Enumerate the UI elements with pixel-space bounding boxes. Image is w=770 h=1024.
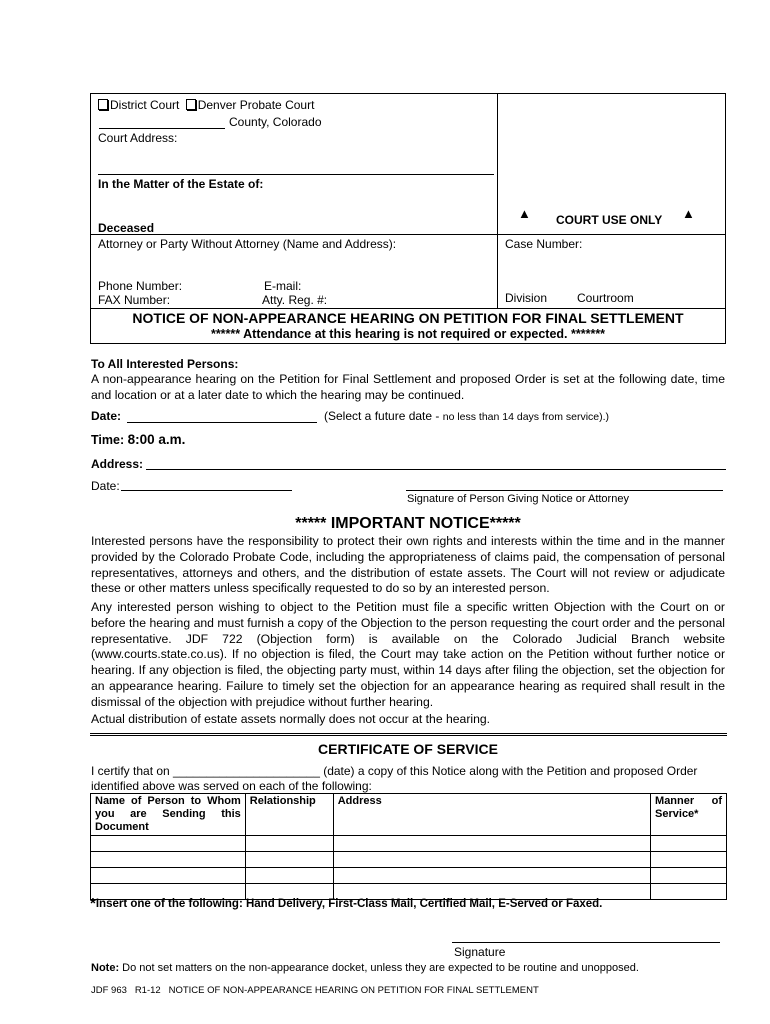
insert-note (90, 897, 602, 911)
certificate-signature-label: Signature (454, 945, 506, 959)
service-cell[interactable] (333, 852, 650, 868)
service-cell[interactable] (333, 868, 650, 884)
date-hint (324, 409, 609, 424)
sign-date-field[interactable] (121, 490, 292, 491)
column-header-name: Name of Person to Whom you are Sending this Document (91, 794, 246, 836)
caption-divider-attorney (90, 234, 726, 235)
note-text: Do not set matters on the non-appearance docket, unless they are expected to be routine and unopposed. (122, 962, 639, 974)
triangle-up-icon: ▲ (682, 206, 695, 221)
case-number-label: Case Number: (505, 237, 583, 251)
table-row[interactable] (91, 852, 727, 868)
atty-reg-label: Atty. Reg. #: (262, 293, 328, 307)
court-select-row (98, 98, 314, 112)
table-row[interactable] (91, 868, 727, 884)
date-hint-main: (Select a future date - (324, 409, 443, 423)
note-label: Note: (91, 962, 120, 974)
time-row (91, 432, 185, 448)
district-court-checkbox[interactable] (98, 99, 108, 110)
service-cell[interactable] (651, 836, 727, 852)
certificate-signature-line[interactable] (452, 942, 720, 943)
form-title: NOTICE OF NON-APPEARANCE HEARING ON PETITION FOR FINAL SETTLEMENT (132, 310, 684, 326)
phone-label: Phone Number: (98, 279, 183, 293)
service-cell[interactable] (91, 868, 246, 884)
column-header-relationship: Relationship (245, 794, 333, 836)
county-blank[interactable] (99, 128, 225, 129)
certify-line-1: I certify that on ______________________ (date) a copy of this Notice along with the Petition and proposed Order (91, 764, 698, 778)
division-label: Division (505, 291, 548, 305)
service-cell[interactable] (333, 836, 650, 852)
date-label: Date: (91, 409, 122, 423)
service-cell[interactable] (91, 852, 246, 868)
certificate-heading: CERTIFICATE OF SERVICE (318, 741, 498, 757)
certify-line-2: identified above was served on each of the following: (91, 779, 372, 793)
county-label: County, Colorado (229, 115, 322, 129)
caption-divider-vertical (497, 93, 498, 308)
district-court-label: District Court (110, 98, 180, 112)
column-header-manner: Manner of Service* (651, 794, 727, 836)
signature-line[interactable] (406, 490, 723, 491)
table-row[interactable] (91, 836, 727, 852)
form-footer: JDF 963 R1-12 NOTICE OF NON-APPEARANCE HEARING ON PETITION FOR FINAL SETTLEMENT (91, 985, 539, 996)
denver-probate-label: Denver Probate Court (197, 98, 315, 112)
service-table (90, 793, 727, 900)
important-paragraph-3: Actual distribution of estate assets normally does not occur at the hearing. (91, 712, 491, 726)
deceased-label: Deceased (98, 221, 155, 235)
service-cell[interactable] (245, 852, 333, 868)
service-cell[interactable] (651, 868, 727, 884)
service-table-header (91, 794, 727, 836)
court-address-label: Court Address: (98, 131, 178, 145)
hearing-date-field[interactable] (127, 422, 317, 423)
form-subtitle: ****** Attendance at this hearing is not required or expected. ******* (210, 327, 606, 341)
triangle-up-icon: ▲ (518, 206, 531, 221)
caption-divider-title (90, 308, 726, 309)
important-paragraph-2: Any interested person wishing to object to the Petition must file a specific written Objection with the Court on or before the hearing and must furnish a copy of the Objection to the person requesting the court order and the personal representative. JDF 722 (Objection form) is available on the Colorado Judicial Branch website (www.courts.state.co.us). If no objection is filed, the Court may take action on the Petition without further notice or hearing. If any objection is filed, the objecting party must, within 14 days after filing the objection, set the objection for an appearance hearing. Failure to timely set the objection for an appearance hearing as required shall result in the dismissal of the objection with prejudice without further hearing. (91, 600, 725, 709)
service-cell[interactable] (245, 836, 333, 852)
fax-label: FAX Number: (98, 293, 171, 307)
notice-intro: A non-appearance hearing on the Petition for Final Settlement and proposed Order is set at the following date, time and location or at a later date to which the hearing may be continued. (91, 372, 725, 402)
service-cell[interactable] (245, 868, 333, 884)
courtroom-label: Courtroom (577, 291, 634, 305)
matter-rule (98, 174, 494, 175)
important-paragraph-1: Interested persons have the responsibility to protect their own rights and interests within the time and in the manner provided by the Colorado Probate Code, including the appropriateness of claims paid, the compensation of personal representatives, attorneys and others, and the distribution of estate assets. The Court will not review or adjudicate these or other matters unless specifically requested to do so by an interested person. (91, 534, 725, 596)
column-header-address: Address (333, 794, 650, 836)
address-label: Address: (91, 457, 144, 471)
date-hint-small: no less than 14 days from service).) (442, 411, 610, 423)
denver-probate-checkbox[interactable] (186, 99, 196, 110)
time-value: 8:00 a.m. (127, 432, 186, 447)
service-cell[interactable] (651, 852, 727, 868)
certificate-top-rule (90, 733, 727, 736)
court-use-only-label: COURT USE ONLY (556, 213, 663, 227)
asterisk-mark: * (90, 895, 96, 912)
service-cell[interactable] (91, 836, 246, 852)
insert-note-text: Insert one of the following: Hand Delivery, First-Class Mail, Certified Mail, E-Served or Faxed. (95, 898, 603, 910)
email-label: E-mail: (264, 279, 302, 293)
attorney-label: Attorney or Party Without Attorney (Name and Address): (98, 237, 397, 251)
hearing-address-field[interactable] (146, 469, 726, 470)
service-cell[interactable] (651, 884, 727, 900)
to-all-heading: To All Interested Persons: (91, 357, 239, 371)
time-label: Time: (91, 433, 125, 447)
matter-of-label: In the Matter of the Estate of: (98, 177, 264, 191)
signature-caption: Signature of Person Giving Notice or Attorney (407, 493, 629, 505)
important-heading: ***** IMPORTANT NOTICE***** (295, 515, 521, 532)
docket-note (91, 962, 639, 975)
sign-date-label: Date: (91, 479, 120, 493)
